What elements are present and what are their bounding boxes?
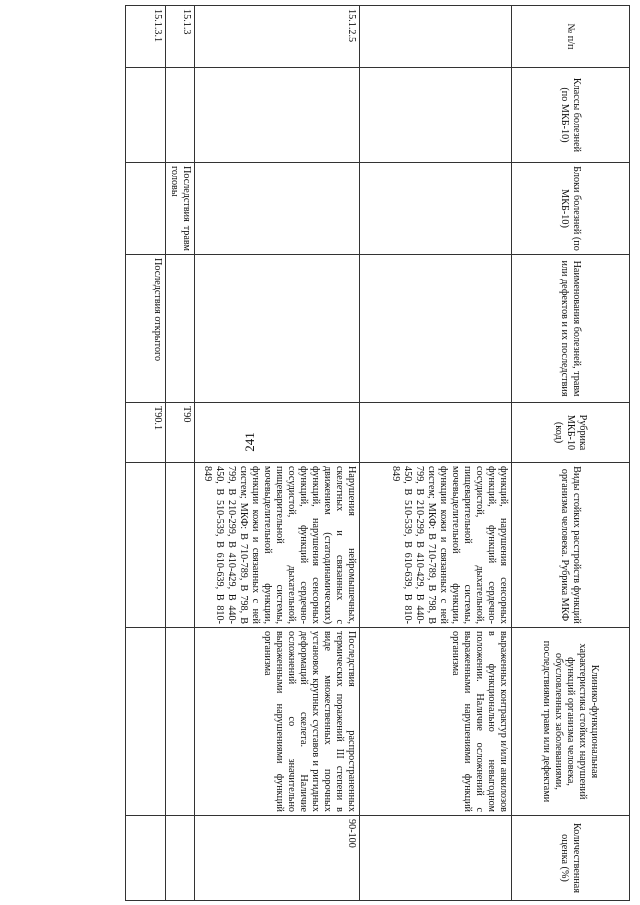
cell-blocks <box>195 163 360 255</box>
table-row <box>360 6 512 901</box>
header-num: № п/п <box>512 6 630 68</box>
cell-score <box>166 816 195 901</box>
cell-clinical <box>166 628 195 816</box>
header-types: Виды стойких расстройств функций организма человека. Рубрика МКФ <box>512 463 630 628</box>
header-names: Наименования болезней, травм или дефектов и их последствия <box>512 255 630 403</box>
cell-num: 15.1.3.1 <box>126 6 166 68</box>
cell-icd <box>195 403 360 463</box>
cell-score <box>126 816 166 901</box>
cell-clinical <box>126 628 166 816</box>
cell-types: функций, нарушения сенсорных функций, функций сердечно-сосудистой, дыхательной, пищеварительной системы, мочевыделительной функции, функции кожи и связанных с ней систем; МКФ: В 710-789, В 798, В 799, В 210-299, В 410-429, В 440-450, В 510-539, В 610-639, В 810-849 <box>360 463 512 628</box>
page-number: 241 <box>242 432 257 452</box>
cell-names <box>360 255 512 403</box>
cell-names: Последствия открытого <box>126 255 166 403</box>
cell-num: 15.1.3 <box>166 6 195 68</box>
cell-classes <box>360 68 512 163</box>
cell-icd <box>360 403 512 463</box>
cell-types <box>166 463 195 628</box>
header-classes: Классы болезней (по МКБ-10) <box>512 68 630 163</box>
cell-blocks <box>360 163 512 255</box>
cell-classes <box>166 68 195 163</box>
cell-score <box>360 816 512 901</box>
cell-clinical: выраженных контрактур и/или анкилозов в функционально невыгодном положении. Наличие осложнений с выраженными нарушениями функций организма <box>360 628 512 816</box>
cell-names <box>195 255 360 403</box>
cell-types: Нарушения нейромышечных, скелетных и связанных с движением (статодинамических) функций, нарушения сенсорных функций, функций сердечно-сосудистой, дыхательной, пищеварительной системы, мочевыделительной функции, функции кожи и связанных с ней систем; МКФ: В 710-789, В 798, В 799, В 210-299, В 410-429, В 440-450, В 510-539, В 610-639, В 810-849 <box>195 463 360 628</box>
header-icd: Рубрика МКБ-10 (код) <box>512 403 630 463</box>
table-row <box>126 6 166 901</box>
cell-names <box>166 255 195 403</box>
cell-blocks <box>126 163 166 255</box>
table-row <box>166 6 195 901</box>
table-row <box>195 6 360 901</box>
cell-num <box>360 6 512 68</box>
cell-score: 90-100 <box>195 816 360 901</box>
cell-classes <box>126 68 166 163</box>
disability-criteria-table-wrapper <box>3 5 630 900</box>
cell-icd: Т90.1 <box>126 403 166 463</box>
cell-classes <box>195 68 360 163</box>
disability-criteria-table <box>125 5 630 901</box>
header-score: Количественная оценка (%) <box>512 816 630 901</box>
cell-clinical: Последствия распространенных термических поражений III степени в виде множественных порочных установок крупных суставов и ригидных деформаций скелета. Наличие осложнений со значительно выраженными нарушениями функций организма <box>195 628 360 816</box>
header-blocks: Блоки болезней (по МКБ-10) <box>512 163 630 255</box>
table-header-row <box>512 6 630 901</box>
cell-icd: Т90 <box>166 403 195 463</box>
cell-num: 15.1.2.5 <box>195 6 360 68</box>
header-clinical: Клинико-функциональная характеристика стойких нарушений функций организма человека, обусловленных заболеваниями, последствиями травм или дефектами <box>512 628 630 816</box>
cell-blocks: Последствия травм головы <box>166 163 195 255</box>
cell-types <box>126 463 166 628</box>
